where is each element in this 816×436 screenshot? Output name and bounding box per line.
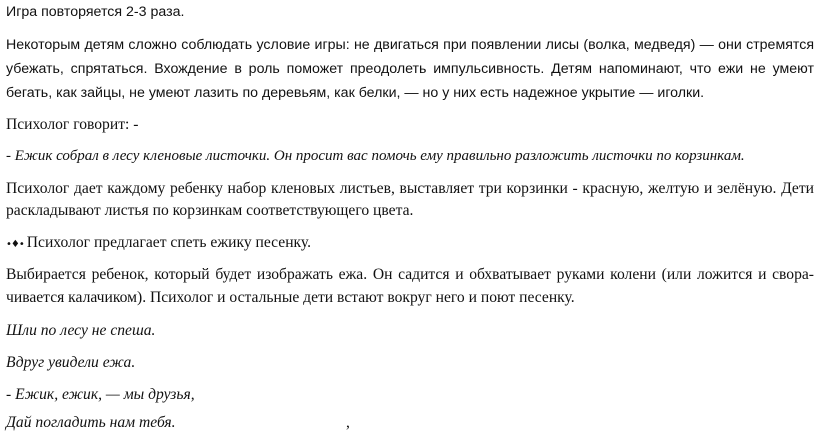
paragraph1-line3: бегать, как зайцы, не умеют лазить по деревьям, как белки, — но у них есть надежное укрытие — иголки.: [6, 85, 705, 101]
song-intro-text: Психолог предлагает спеть ежику песенку.: [26, 234, 312, 251]
song-line-3: - Ежик, ежик, — мы друзья,: [6, 386, 195, 403]
song-line-1: Шли по лесу не спеша.: [6, 322, 156, 339]
paragraph2-line1: Психолог дает каждому ребенку набор кленовых листьев, выставляет три корзинки - красную, желтую и зелёную. Дети: [6, 180, 814, 197]
paragraph2-line2: раскладывают листья по корзинкам соответствующего цвета.: [6, 202, 414, 219]
paragraph1-line2: убежать, спрятаться. Вхождение в роль поможет преодолеть импульсивность. Детям напоминают, что ежи не умеют: [6, 61, 814, 77]
paragraph3-line2: чивается калачиком). Психолог и остальные дети встают вокруг него и поют песенку.: [6, 289, 575, 306]
trailing-comma: ,: [346, 414, 350, 431]
song-line-4: Дай погладить нам тебя.: [6, 414, 176, 431]
song-intro-line: [6, 234, 814, 252]
paragraph1-line1: Некоторым детям сложно соблюдать условие игры: не двигаться при появлении лисы (волка, медведя) — они стремятся: [6, 37, 814, 53]
intro-line: Игра повторяется 2-3 раза.: [6, 4, 185, 20]
diamond-bullet-icon: •♦•: [6, 239, 24, 250]
paragraph3-line1: Выбирается ребенок, который будет изображать ежа. Он садится и обхватывает руками колени (или ложится и свора-: [6, 266, 814, 283]
psychologist-says: Психолог говорит: -: [6, 116, 139, 133]
hedgehog-quote: - Ежик собрал в лесу кленовые листочки. Он просит вас помочь ему правильно разложить листочки по корзинкам.: [6, 148, 745, 164]
song-line-4-row: [6, 414, 814, 432]
song-line-2: Вдруг увидели ежа.: [6, 354, 136, 371]
